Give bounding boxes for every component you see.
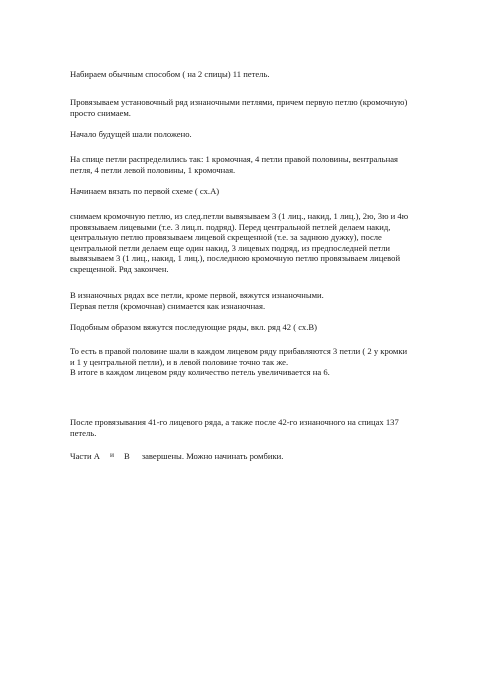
text-line: просто снимаем.	[70, 107, 131, 118]
text-line: Первая петля (кромочная) снимается как изнаночная.	[70, 300, 266, 311]
text-line: Провязываем установочный ряд изнаночными петлями, причем первую петлю (кромочную)	[70, 97, 408, 107]
text-line: и 1 у центральной петли), и в левой половине точно так же.	[70, 356, 289, 367]
text-line: вывязываем 3 (1 лиц., накид, 1 лиц.), последнюю кромочную петлю провязываем лицевой	[70, 253, 401, 264]
text-line: В изнаночных рядах все петли, кроме первой, вяжутся изнаночными.	[70, 290, 324, 300]
paragraph-purl-rows	[70, 290, 465, 311]
part-b-label: В	[123, 451, 130, 461]
text-line: Начинаем вязать по первой схеме ( сх.А)	[70, 186, 220, 196]
text-line: петель.	[70, 427, 97, 438]
paragraph-scheme-b	[70, 322, 465, 333]
paragraph-row-instructions	[70, 211, 465, 275]
text-line: После провязывания 41-го лицевого ряда, а также после 42-го изнаночного на спицах 137	[70, 417, 399, 427]
text-line: То есть в правой половине шали в каждом лицевом ряду прибавляются 3 петли ( 2 у кромки	[70, 346, 408, 356]
paragraph-start	[70, 129, 465, 140]
part-a-label: Части А	[70, 451, 100, 461]
text-line: На спице петли распределились так: 1 кромочная, 4 петли правой половины, вентральная	[70, 154, 398, 164]
text-line: Подобным образом вяжутся последующие ряды, вкл. ряд 42 ( сх.В)	[70, 322, 317, 332]
conjunction: и	[109, 450, 114, 459]
paragraph-stitch-count	[70, 417, 465, 438]
completion-text: завершены. Можно начинать ромбики.	[141, 451, 284, 461]
paragraph-setup-row	[70, 97, 465, 118]
paragraph-cast-on	[70, 69, 465, 80]
text-line	[70, 451, 465, 463]
text-line: Набираем обычным способом ( на 2 спицы) 11 петель.	[70, 69, 270, 79]
text-line: снимаем кромочную петлю, из след.петли вывязываем 3 (1 лиц., накид, 1 лиц.), 2ю, 3ю и 4ю	[70, 211, 409, 221]
text-line: центральной петли делаем еще один накид, 3 лицевых подряд, из предпоследней петли	[70, 242, 390, 253]
paragraph-scheme-a	[70, 186, 465, 197]
text-line: центральную петлю провязываем лицевой скрещенной (т.е. за заднюю дужку), после	[70, 232, 382, 243]
text-line: петля, 4 петли левой половины, 1 кромочная.	[70, 164, 236, 175]
text-line: скрещенной. Ряд закончен.	[70, 263, 169, 274]
paragraph-parts-complete	[70, 451, 465, 463]
paragraph-distribution	[70, 154, 465, 175]
text-line: В итоге в каждом лицевом ряду количество петель увеличивается на 6.	[70, 367, 330, 378]
paragraph-increases	[70, 346, 465, 378]
text-line: Начало будущей шали положено.	[70, 129, 192, 139]
text-line: провязываем лицевыми (т.е. 3 лиц.п. подряд). Перед центральной петлей делаем накид,	[70, 221, 391, 232]
